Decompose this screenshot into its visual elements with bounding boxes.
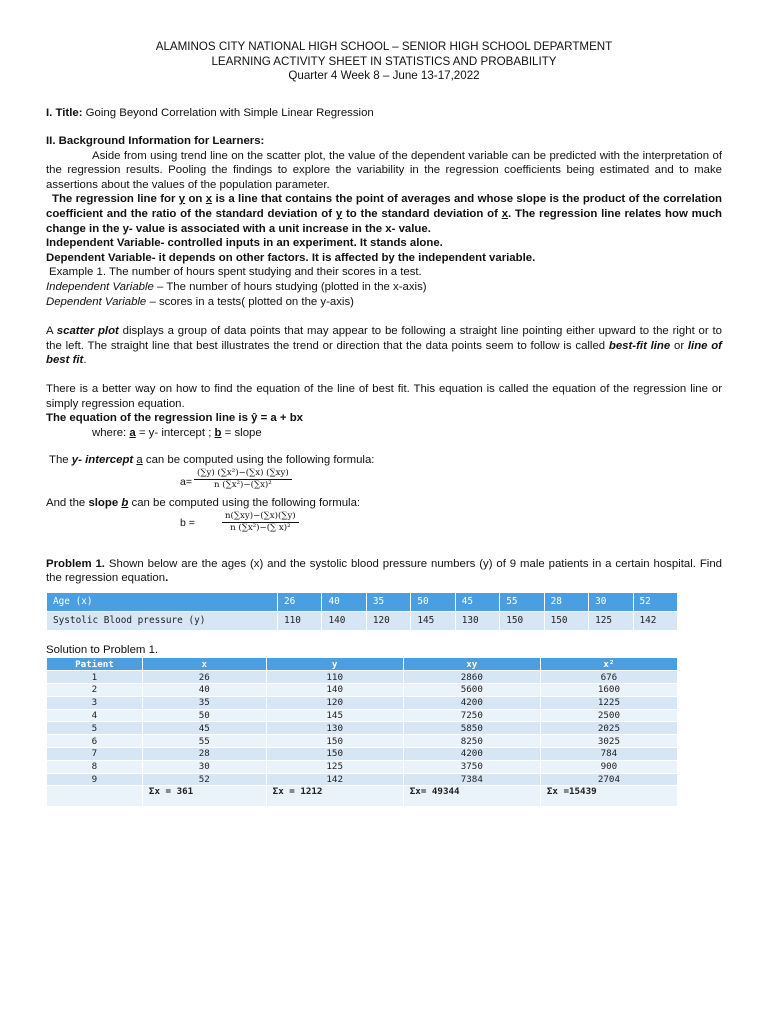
- cell: 1600: [540, 683, 677, 696]
- cell: 142: [266, 773, 403, 786]
- reg-text-d: . The regression line relates how much change in the y- value is associated with a unit increase in the x- value.: [46, 208, 722, 235]
- regression-equation-paragraph: There is a better way on how to find the equation of the line of best fit. This equation is called the equation of the regression line or simply regression equation.: [46, 383, 722, 410]
- bp-cell: 110: [278, 611, 322, 630]
- age-cell: 40: [322, 592, 366, 611]
- cell: 145: [266, 709, 403, 722]
- table-row: [47, 722, 678, 735]
- b-denominator: n (∑x²)−(∑ x)²: [230, 522, 291, 533]
- cell: 50: [142, 709, 266, 722]
- example-independent-label: Independent Variable: [46, 281, 154, 294]
- cell: 1: [47, 671, 143, 684]
- cell: 52: [142, 773, 266, 786]
- table-row: [47, 773, 678, 786]
- reg-text-c: to the standard deviation of: [342, 208, 502, 221]
- reg-var-x2: x: [501, 208, 509, 221]
- col-header-x2: x²: [540, 658, 677, 671]
- age-cell: 26: [278, 592, 322, 611]
- problem-1: [46, 557, 722, 586]
- example-dependent-label: Dependent Variable: [46, 295, 147, 308]
- y-intercept-intro: [46, 453, 722, 468]
- cell: 110: [266, 671, 403, 684]
- age-cell: 45: [455, 592, 499, 611]
- table-row: [47, 709, 678, 722]
- cell: 150: [266, 735, 403, 748]
- sum-x: Σx = 361: [142, 786, 266, 807]
- example-independent: [46, 280, 722, 295]
- bp-row: [47, 611, 678, 630]
- cell: 30: [142, 760, 266, 773]
- cell: 55: [142, 735, 266, 748]
- cell: 8: [47, 760, 143, 773]
- cell: 45: [142, 722, 266, 735]
- age-cell: 30: [589, 592, 633, 611]
- reg-var-y: y: [178, 193, 186, 206]
- col-header-x: x: [142, 658, 266, 671]
- yint-text-a: The: [49, 454, 72, 467]
- where-text-c: = slope: [221, 426, 262, 439]
- reg-text-b: is a line that contains the point of averages and whose slope is the product of the correlation coefficient and the ratio of the standard deviation of: [46, 193, 723, 221]
- best-fit-line-term: best-fit line: [608, 339, 671, 352]
- col-header-y: y: [266, 658, 403, 671]
- cell: 125: [266, 760, 403, 773]
- b-equals-label: b =: [180, 516, 195, 529]
- age-label: Age (x): [47, 592, 278, 611]
- line-of-best-fit-term: line of best fit: [46, 339, 722, 367]
- independent-variable-definition: Independent Variable- controlled inputs in an experiment. It stands alone.: [46, 237, 443, 250]
- age-bp-table: [46, 592, 678, 631]
- bp-cell: 140: [322, 611, 366, 630]
- a-numerator: (∑y) (∑x²)−(∑x) (∑xy): [194, 468, 292, 480]
- cell: 4: [47, 709, 143, 722]
- scatter-text-b: displays a group of data points that may appear to be following a straight line pointing either upward to the right or to the left. The straight line that best illustrates the trend or direction that the data points seem to follow is called: [46, 325, 722, 352]
- age-cell: 55: [500, 592, 544, 611]
- where-var-a: a: [129, 426, 136, 439]
- school-name: ALAMINOS CITY NATIONAL HIGH SCHOOL – SENIOR HIGH SCHOOL DEPARTMENT: [155, 40, 613, 53]
- scatter-plot-paragraph: [46, 324, 722, 368]
- example-dependent-text: – scores in a tests( plotted on the y-axis): [146, 295, 354, 308]
- title-text: Going Beyond Correlation with Simple Linear Regression: [85, 106, 374, 119]
- cell: 40: [142, 683, 266, 696]
- b-fraction: [222, 511, 299, 534]
- bp-cell: 150: [544, 611, 588, 630]
- cell: 9: [47, 773, 143, 786]
- table-row: [47, 696, 678, 709]
- col-header-xy: xy: [403, 658, 540, 671]
- cell: 900: [540, 760, 677, 773]
- sum-xy: Σx= 49344: [403, 786, 540, 807]
- lesson-title: [46, 106, 722, 121]
- table-row: [47, 671, 678, 684]
- document-page: [46, 40, 722, 807]
- slope-var-b: b: [121, 496, 129, 509]
- scatter-text-or: or: [670, 339, 688, 352]
- problem-period: .: [165, 572, 169, 585]
- quarter-week: Quarter 4 Week 8 – June 13-17,2022: [288, 69, 480, 82]
- cell: 6: [47, 735, 143, 748]
- sum-row: [47, 786, 678, 807]
- problem-label: Problem 1.: [46, 557, 105, 570]
- cell: 8250: [403, 735, 540, 748]
- table-row: [47, 735, 678, 748]
- cell: 3025: [540, 735, 677, 748]
- regression-equation-line: The equation of the regression line is ŷ = a + bx: [46, 412, 303, 425]
- solution-heading: Solution to Problem 1.: [46, 643, 159, 656]
- sheet-title: LEARNING ACTIVITY SHEET IN STATISTICS AND PROBABILITY: [211, 54, 557, 68]
- where-var-b: b: [214, 426, 222, 439]
- a-equals-label: a=: [180, 475, 192, 488]
- equation-where: [46, 426, 722, 441]
- title-label: I. Title:: [46, 106, 83, 119]
- slope-text-a: And the: [46, 496, 89, 509]
- bp-cell: 150: [500, 611, 544, 630]
- example-independent-text: – The number of hours studying (plotted in the x-axis): [153, 281, 427, 294]
- cell: 26: [142, 671, 266, 684]
- regression-definition: [46, 192, 722, 236]
- solution-header-row: [47, 658, 678, 671]
- bp-cell: 145: [411, 611, 455, 630]
- table-row: [47, 683, 678, 696]
- age-cell: 28: [544, 592, 588, 611]
- reg-var-y2: y: [335, 208, 343, 221]
- sum-cell-empty: [47, 786, 143, 807]
- slope-formula: [46, 511, 722, 539]
- cell: 2500: [540, 709, 677, 722]
- bp-cell: 142: [633, 611, 678, 630]
- cell: 4200: [403, 747, 540, 760]
- bp-cell: 130: [455, 611, 499, 630]
- a-fraction: [194, 468, 292, 491]
- background-heading: II. Background Information for Learners:: [46, 135, 265, 148]
- document-header: [46, 40, 722, 84]
- cell: 5: [47, 722, 143, 735]
- example-1: Example 1. The number of hours spent studying and their scores in a test.: [49, 266, 422, 279]
- cell: 2: [47, 683, 143, 696]
- where-text-a: where:: [92, 426, 130, 439]
- cell: 35: [142, 696, 266, 709]
- cell: 676: [540, 671, 677, 684]
- reg-var-x: x: [205, 193, 213, 206]
- cell: 7250: [403, 709, 540, 722]
- age-cell: 50: [411, 592, 455, 611]
- cell: 2860: [403, 671, 540, 684]
- dependent-variable-definition: Dependent Variable- it depends on other factors. It is affected by the independent variable.: [46, 251, 536, 264]
- y-intercept-formula: [46, 468, 722, 496]
- scatter-term: scatter plot: [56, 325, 119, 338]
- slope-text-b: can be computed using the following formula:: [128, 496, 361, 509]
- table-row: [47, 747, 678, 760]
- bp-cell: 120: [366, 611, 410, 630]
- reg-text-a: The regression line for: [52, 193, 179, 206]
- table-row: [47, 760, 678, 773]
- col-header-patient: Patient: [47, 658, 143, 671]
- background-paragraph: Aside from using trend line on the scatter plot, the value of the dependent variable can be predicted with the interpretation of the regression results. Pooling the findings to explore the variability in the regression coefficients being estimated and to make assertions about the values of the population parameter.: [46, 149, 722, 191]
- reg-text-on: on: [185, 193, 206, 206]
- yint-text-b: can be computed using the following formula:: [142, 454, 375, 467]
- slope-intro: [46, 496, 722, 511]
- cell: 5600: [403, 683, 540, 696]
- cell: 784: [540, 747, 677, 760]
- bp-cell: 125: [589, 611, 633, 630]
- age-cell: 52: [633, 592, 678, 611]
- cell: 2704: [540, 773, 677, 786]
- cell: 120: [266, 696, 403, 709]
- cell: 140: [266, 683, 403, 696]
- slope-term: slope: [88, 496, 119, 509]
- yint-var-a: a: [136, 454, 143, 467]
- scatter-text-end: .: [83, 354, 87, 367]
- cell: 130: [266, 722, 403, 735]
- cell: 7: [47, 747, 143, 760]
- cell: 150: [266, 747, 403, 760]
- cell: 2025: [540, 722, 677, 735]
- age-row: [47, 592, 678, 611]
- b-numerator: n(∑xy)−(∑x)(∑y): [222, 511, 299, 523]
- cell: 28: [142, 747, 266, 760]
- scatter-text-a: A: [46, 325, 57, 338]
- cell: 3: [47, 696, 143, 709]
- cell: 1225: [540, 696, 677, 709]
- sum-x2: Σx =15439: [540, 786, 677, 807]
- yint-term: y- intercept: [71, 454, 134, 467]
- cell: 4200: [403, 696, 540, 709]
- sum-y: Σx = 1212: [266, 786, 403, 807]
- cell: 3750: [403, 760, 540, 773]
- problem-text: Shown below are the ages (x) and the systolic blood pressure numbers (y) of 9 male patients in a certain hospital. Find the regression equation: [46, 557, 722, 585]
- age-cell: 35: [366, 592, 410, 611]
- where-text-b: = y- intercept ;: [135, 426, 215, 439]
- cell: 5850: [403, 722, 540, 735]
- solution-table: [46, 657, 678, 807]
- bp-label: Systolic Blood pressure (y): [47, 611, 278, 630]
- cell: 7384: [403, 773, 540, 786]
- example-dependent: [46, 295, 722, 310]
- a-denominator: n (∑x²)−(∑x)²: [214, 479, 272, 490]
